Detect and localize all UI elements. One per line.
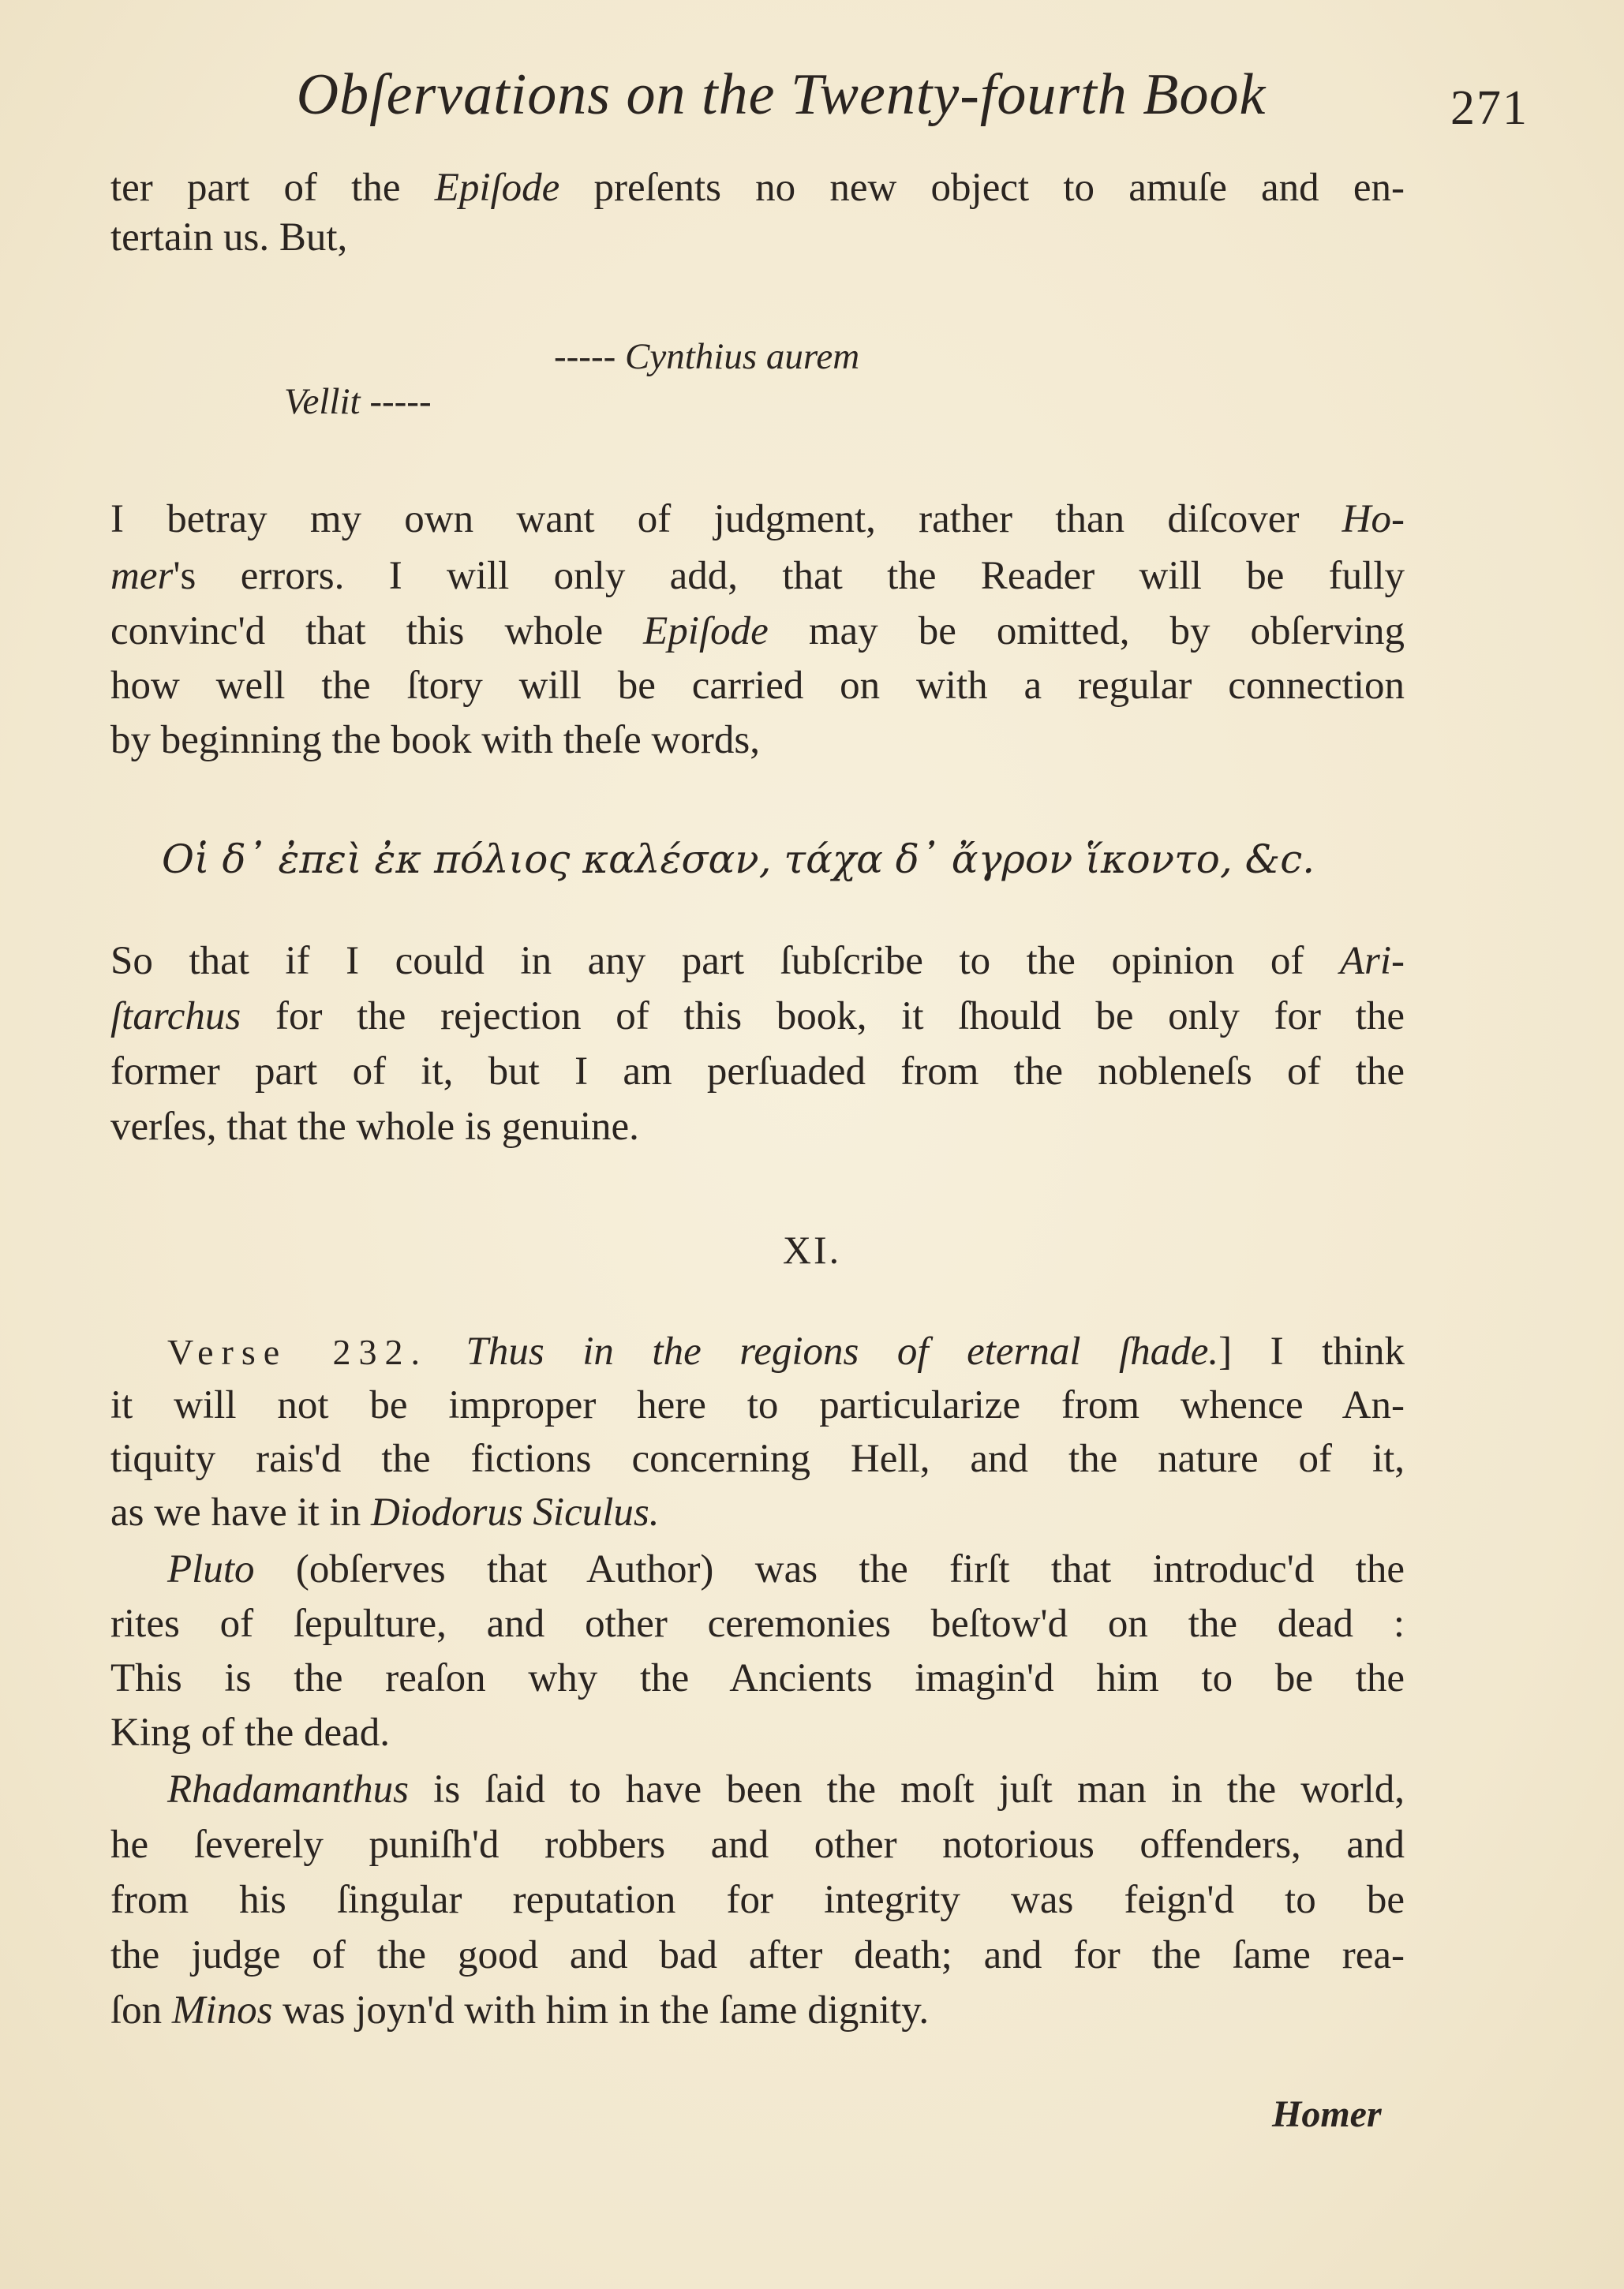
- italic-run: Ho-: [1341, 497, 1405, 541]
- text-run: was joyn'd with him in the ſame dignity.: [272, 1988, 930, 2033]
- text-line: from his ſingular reputation for integrity was feign'd to be: [110, 1878, 1405, 1922]
- catchword: Homer: [1272, 2093, 1382, 2135]
- text-line: [167, 1326, 1405, 1378]
- text-run: I betray my own want of judgment, rather than diſcover: [110, 497, 1342, 541]
- text-line: how well the ſtory will be carried on with a regular connection: [110, 664, 1405, 708]
- text-run: convinc'd that this whole: [110, 609, 644, 653]
- italic-run: Diodorus Siculus.: [370, 1490, 660, 1535]
- section-heading: XI.: [782, 1228, 842, 1272]
- text-line: tiquity rais'd the fictions concerning Hell, and the nature of it,: [110, 1437, 1405, 1481]
- text-run: as we have it in: [110, 1490, 371, 1535]
- latin-quote-line: Vellit -----: [284, 381, 432, 422]
- text-line: [110, 493, 1405, 545]
- text-run: ] I think: [1218, 1330, 1405, 1374]
- text-line: verſes, that the whole is genuine.: [110, 1105, 639, 1149]
- page-number: 271: [1450, 81, 1529, 135]
- text-line: it will not be improper here to particularize from whence An-: [110, 1383, 1405, 1427]
- text-line: former part of it, but I am perſuaded from the nobleneſs of the: [110, 1049, 1405, 1094]
- italic-run: Thus in the regions of eternal ſhade.: [427, 1330, 1219, 1374]
- text-run: may be omitted, by obſerving: [768, 609, 1405, 653]
- italic-run: Epiſode: [643, 609, 769, 653]
- text-line: [110, 605, 1405, 657]
- italic-run: Ari-: [1339, 939, 1405, 983]
- italic-run: ſtarchus: [110, 994, 241, 1038]
- text-line: [110, 550, 1405, 602]
- text-run: preſents no new object to amuſe and en-: [559, 166, 1405, 210]
- text-line: [110, 990, 1405, 1042]
- text-line: by beginning the book with theſe words,: [110, 718, 760, 762]
- text-run: for the rejection of this book, it ſhould be only for the: [241, 994, 1405, 1038]
- text-run: So that if I could in any part ſubſcribe to the opinion of: [110, 939, 1340, 983]
- italic-run: Epiſode: [434, 166, 560, 210]
- text-line: [110, 162, 1405, 214]
- italic-run: Pluto: [167, 1547, 255, 1591]
- text-run: ſon: [110, 1988, 172, 2033]
- text-line: [167, 1543, 1405, 1595]
- text-line: rites of ſepulture, and other ceremonies beſtow'd on the dead :: [110, 1602, 1405, 1646]
- text-line: [110, 1487, 1405, 1539]
- text-line: King of the dead.: [110, 1711, 391, 1755]
- italic-run: Minos: [171, 1988, 273, 2033]
- verse-reference: Verse 232.: [167, 1332, 428, 1372]
- text-run: is ſaid to have been the moſt juſt man in the world,: [409, 1767, 1405, 1812]
- text-line: [110, 935, 1405, 987]
- text-line: tertain us. But,: [110, 215, 348, 260]
- italic-run: Rhadamanthus: [167, 1767, 409, 1812]
- greek-quote: Οἱ δ᾽ ἐπεὶ ἐκ πόλιος καλέσαν, τάχα δ᾽ ἄγρον ἵκοντο, &c.: [162, 836, 1315, 882]
- text-line: This is the reaſon why the Ancients imagin'd him to be the: [110, 1656, 1405, 1700]
- text-line: the judge of the good and bad after death; and for the ſame rea-: [110, 1933, 1405, 1977]
- text-line: [110, 1984, 1405, 2037]
- text-line: [167, 1764, 1405, 1816]
- text-run: 's errors. I will only add, that the Reader will be fully: [173, 554, 1405, 598]
- italic-run: mer: [110, 554, 174, 598]
- text-run: ter part of the: [110, 166, 435, 210]
- latin-quote-line: ----- Cynthius aurem: [554, 336, 860, 377]
- text-run: (obſerves that Author) was the firſt that introduc'd the: [254, 1547, 1405, 1591]
- running-title: Obſervations on the Twenty-fourth Book: [296, 62, 1267, 127]
- text-line: he ſeverely puniſh'd robbers and other notorious offenders, and: [110, 1823, 1405, 1867]
